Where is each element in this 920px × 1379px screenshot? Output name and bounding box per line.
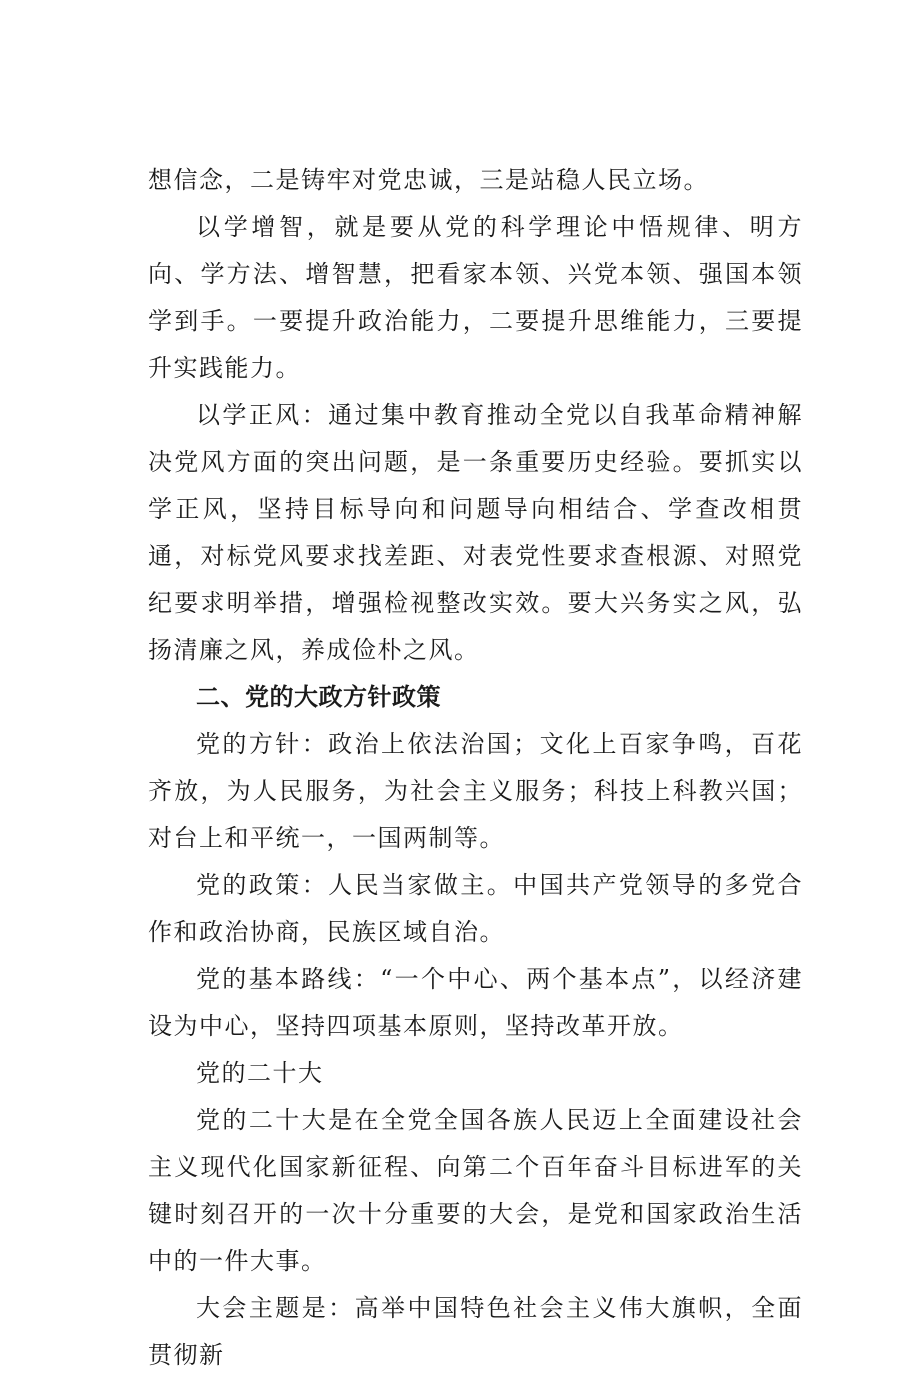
document-body <box>148 157 803 1379</box>
paragraph-continuation: 想信念，二是铸牢对党忠诚，三是站稳人民立场。 <box>148 166 709 194</box>
section-heading: 二、党的大政方针政策 <box>196 683 441 711</box>
paragraph-twentieth-congress: 党的二十大是在全党全国各族人民迈上全面建设社会主义现代化国家新征程、向第二个百年奋斗目标进军的关键时刻召开的一次十分重要的大会，是党和国家政治生活中的一件大事。 <box>148 1106 803 1275</box>
paragraph-basic-line: 党的基本路线：“一个中心、两个基本点”，以经济建设为中心，坚持四项基本原则，坚持改革开放。 <box>148 965 803 1040</box>
paragraph-party-policy: 党的政策：人民当家做主。中国共产党领导的多党合作和政治协商，民族区域自治。 <box>148 871 803 946</box>
subheading-twentieth-congress: 党的二十大 <box>196 1059 324 1087</box>
paragraph-congress-theme: 大会主题是：高举中国特色社会主义伟大旗帜，全面贯彻新 <box>148 1294 803 1369</box>
paragraph-study-wisdom: 以学增智，就是要从党的科学理论中悟规律、明方向、学方法、增智慧，把看家本领、兴党本领、强国本领学到手。一要提升政治能力，二要提升思维能力，三要提升实践能力。 <box>148 213 803 382</box>
paragraph-study-style: 以学正风：通过集中教育推动全党以自我革命精神解决党风方面的突出问题，是一条重要历史经验。要抓实以学正风，坚持目标导向和问题导向相结合、学查改相贯通，对标党风要求找差距、对表党性要求查根源、对照党纪要求明举措，增强检视整改实效。要大兴务实之风，弘扬清廉之风，养成俭朴之风。 <box>148 401 803 664</box>
paragraph-party-guideline: 党的方针：政治上依法治国；文化上百家争鸣，百花齐放，为人民服务，为社会主义服务；科技上科教兴国；对台上和平统一，一国两制等。 <box>148 730 803 852</box>
